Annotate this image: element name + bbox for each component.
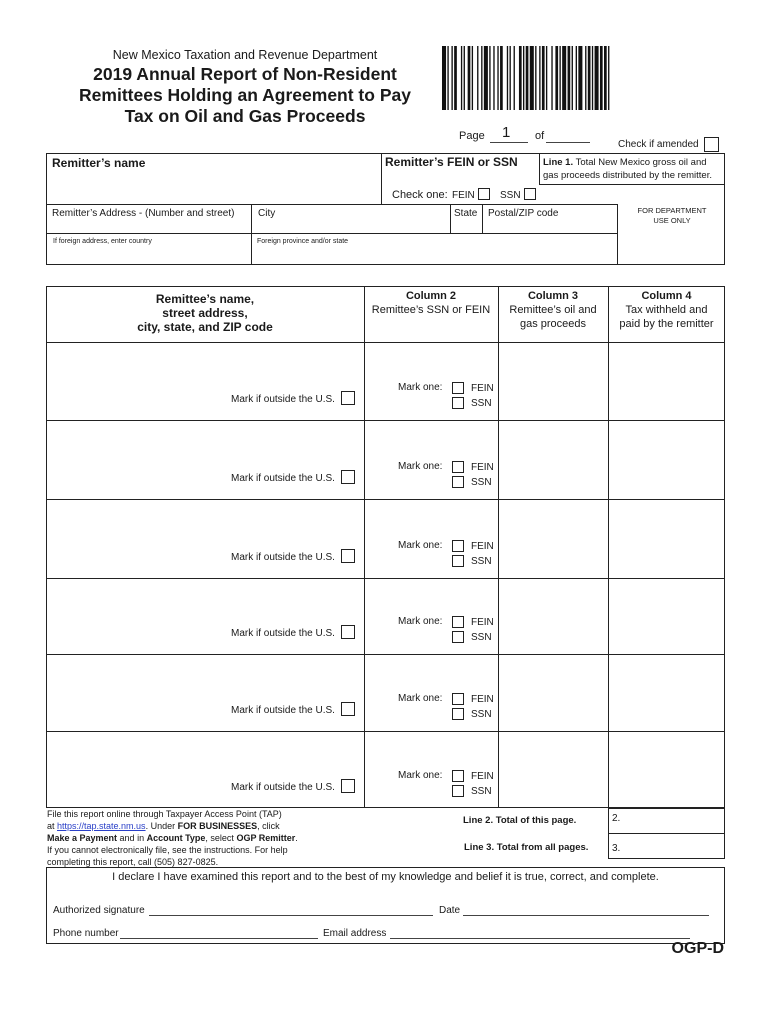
check-if-amended-label: Check if amended: [618, 139, 699, 150]
remittee-tax-withheld-field[interactable]: [609, 501, 724, 576]
remitter-ssn-label: SSN: [500, 190, 521, 201]
barcode-bar: [578, 46, 582, 110]
barcode: [442, 46, 722, 110]
remittee-tax-withheld-field[interactable]: [609, 422, 724, 497]
remittee-name-address-field[interactable]: [47, 656, 363, 711]
title-line-3: Tax on Oil and Gas Proceeds: [124, 106, 366, 126]
phone-label: Phone number: [53, 928, 119, 939]
barcode-bar: [497, 46, 498, 110]
date-field[interactable]: [463, 915, 709, 916]
remittee-name-address-field[interactable]: [47, 733, 363, 788]
barcode-bar: [464, 46, 465, 110]
barcode-bar: [523, 46, 524, 110]
barcode-bar: [576, 46, 577, 110]
barcode-bar: [595, 46, 599, 110]
remitter-address-label: Remitter’s Address - (Number and street): [52, 208, 235, 219]
barcode-bar: [585, 46, 586, 110]
line2-amount-field[interactable]: [624, 809, 724, 832]
signature-label: Authorized signature: [53, 905, 145, 916]
mark-one-label: Mark one:: [398, 616, 443, 627]
tap-link[interactable]: https://tap.state.nm.us: [57, 821, 146, 831]
barcode-bar: [535, 46, 536, 110]
barcode-bar: [551, 46, 552, 110]
remittee-fein-checkbox[interactable]: [452, 693, 464, 705]
total-pages-field[interactable]: [546, 142, 590, 143]
remittee-ssn-fein-field[interactable]: [365, 656, 497, 691]
line2-number: 2.: [612, 813, 621, 824]
remittee-ssn-fein-field[interactable]: [365, 501, 497, 538]
line1-amount-field[interactable]: [540, 185, 724, 203]
title-line-1: 2019 Annual Report of Non-Resident: [93, 64, 397, 84]
mark-outside-us-label: Mark if outside the U.S.: [231, 394, 335, 405]
outside-us-checkbox[interactable]: [341, 625, 355, 639]
barcode-bar: [493, 46, 494, 110]
barcode-bar: [604, 46, 607, 110]
remittee-fein-checkbox[interactable]: [452, 770, 464, 782]
mark-outside-us-label: Mark if outside the U.S.: [231, 782, 335, 793]
remittee-tax-withheld-field[interactable]: [609, 580, 724, 652]
barcode-bar: [519, 46, 522, 110]
declaration-text: I declare I have examined this report and to the best of my knowledge and belief it is true, correct, and complete.: [112, 871, 659, 883]
signature-field[interactable]: [149, 915, 433, 916]
remittee-name-address-field[interactable]: [47, 344, 363, 400]
mark-outside-us-label: Mark if outside the U.S.: [231, 705, 335, 716]
remittee-fein-checkbox[interactable]: [452, 461, 464, 473]
mark-one-label: Mark one:: [398, 461, 443, 472]
remitter-fein-checkbox[interactable]: [478, 188, 490, 200]
remittee-ssn-fein-field[interactable]: [365, 344, 497, 380]
barcode-bar: [542, 46, 545, 110]
remittee-tax-withheld-field[interactable]: [609, 733, 724, 806]
mark-outside-us-label: Mark if outside the U.S.: [231, 628, 335, 639]
barcode-bar: [489, 46, 490, 110]
mark-one-label: Mark one:: [398, 382, 443, 393]
remittee-fein-label: FEIN: [471, 541, 494, 552]
remittee-ssn-label: SSN: [471, 786, 492, 797]
mark-outside-us-label: Mark if outside the U.S.: [231, 473, 335, 484]
line3-label: Line 3. Total from all pages.: [464, 842, 589, 853]
remittee-ssn-label: SSN: [471, 709, 492, 720]
remittee-fein-label: FEIN: [471, 383, 494, 394]
phone-field[interactable]: [120, 938, 318, 939]
barcode-bar: [461, 46, 462, 110]
remittee-fein-label: FEIN: [471, 617, 494, 628]
barcode-bar: [447, 46, 448, 110]
department-name: New Mexico Taxation and Revenue Department: [112, 48, 378, 62]
remittee-ssn-label: SSN: [471, 398, 492, 409]
remitter-fein-ssn-label: Remitter’s FEIN or SSN: [385, 155, 518, 169]
column3-header: Column 3 Remittee’s oil and gas proceeds: [509, 290, 597, 330]
state-label: State: [454, 208, 478, 219]
barcode-bar: [608, 46, 609, 110]
remittee-proceeds-field[interactable]: [499, 344, 607, 418]
barcode-bar: [562, 46, 566, 110]
remittee-ssn-checkbox[interactable]: [452, 476, 464, 488]
barcode-bar: [568, 46, 571, 110]
remittee-tax-withheld-field[interactable]: [609, 344, 724, 418]
outside-us-checkbox[interactable]: [341, 702, 355, 716]
foreign-country-label: If foreign address, enter country: [53, 238, 152, 245]
line1-label: Line 1. Total New Mexico gross oil and gas proceeds distributed by the remitter.: [543, 157, 712, 181]
barcode-bar: [555, 46, 558, 110]
mark-one-label: Mark one:: [398, 770, 443, 781]
remittee-ssn-checkbox[interactable]: [452, 397, 464, 409]
email-field[interactable]: [390, 938, 690, 939]
barcode-bar: [592, 46, 593, 110]
remittee-fein-checkbox[interactable]: [452, 616, 464, 628]
check-one-label: Check one:: [392, 189, 448, 201]
column1-header: Remittee’s name, street address, city, state, and ZIP code: [137, 292, 273, 334]
remittee-proceeds-field[interactable]: [499, 656, 607, 729]
mark-outside-us-label: Mark if outside the U.S.: [231, 552, 335, 563]
remittee-ssn-label: SSN: [471, 632, 492, 643]
barcode-bar: [530, 46, 534, 110]
barcode-bar: [481, 46, 482, 110]
barcode-bar: [526, 46, 529, 110]
remittee-ssn-label: SSN: [471, 477, 492, 488]
outside-us-checkbox[interactable]: [341, 779, 355, 793]
city-label: City: [258, 208, 276, 219]
remittee-tax-withheld-field[interactable]: [609, 656, 724, 729]
page-number[interactable]: 1: [502, 124, 511, 141]
remittee-name-address-field[interactable]: [47, 580, 363, 634]
remitter-fein-label: FEIN: [452, 190, 475, 201]
column4-header: Column 4 Tax withheld and paid by the remitter: [619, 290, 714, 330]
remitter-ssn-checkbox[interactable]: [524, 188, 536, 200]
barcode-bar: [442, 46, 446, 110]
barcode-bar: [572, 46, 573, 110]
outside-us-checkbox[interactable]: [341, 391, 355, 405]
remitter-name-label: Remitter’s name: [52, 156, 146, 170]
remittee-ssn-checkbox[interactable]: [452, 785, 464, 797]
remittee-name-address-field[interactable]: [47, 501, 363, 558]
of-label: of: [535, 130, 545, 142]
line3-amount-field[interactable]: [624, 835, 724, 858]
mark-one-label: Mark one:: [398, 540, 443, 551]
column2-header: Column 2 Remittee’s SSN or FEIN: [371, 290, 491, 316]
remittee-ssn-fein-field[interactable]: [365, 733, 497, 768]
page-label: Page: [459, 130, 485, 142]
barcode-bar: [559, 46, 560, 110]
barcode-bar: [600, 46, 603, 110]
remittee-fein-label: FEIN: [471, 694, 494, 705]
file-online-instructions: File this report online through Taxpayer Access Point (TAP) at https://tap.state.nm.us. Under FOR BUSINESSES, click Make a Payment and in Account Type, select OGP Remitter. If you cannot electronically file, see the instructions. For help completing this report, call (505) 827-0825.: [47, 809, 298, 867]
barcode-bar: [454, 46, 457, 110]
barcode-bar: [546, 46, 547, 110]
remittee-ssn-fein-field[interactable]: [365, 422, 497, 459]
remittee-proceeds-field[interactable]: [499, 501, 607, 576]
barcode-bar: [477, 46, 478, 110]
barcode-bar: [451, 46, 452, 110]
department-use-only: FOR DEPARTMENT USE ONLY: [637, 206, 707, 225]
remittee-proceeds-field[interactable]: [499, 422, 607, 497]
remittee-ssn-label: SSN: [471, 556, 492, 567]
foreign-province-label: Foreign province and/or state: [257, 238, 349, 245]
line2-label: Line 2. Total of this page.: [463, 815, 577, 826]
remittee-ssn-fein-field[interactable]: [365, 580, 497, 614]
line3-number: 3.: [612, 843, 621, 854]
form-title: [40, 64, 450, 127]
barcode-bar: [539, 46, 540, 110]
remittee-ssn-checkbox[interactable]: [452, 708, 464, 720]
title-line-2: Remittees Holding an Agreement to Pay: [79, 85, 411, 105]
remittee-proceeds-field[interactable]: [499, 580, 607, 652]
email-label: Email address: [323, 928, 387, 939]
remittee-name-address-field[interactable]: [47, 422, 363, 479]
remitter-name-field[interactable]: [47, 172, 379, 202]
remittee-fein-checkbox[interactable]: [452, 382, 464, 394]
zip-label: Postal/ZIP code: [488, 208, 559, 219]
barcode-bar: [472, 46, 473, 110]
barcode-bar: [468, 46, 471, 110]
barcode-bar: [507, 46, 508, 110]
barcode-bar: [510, 46, 511, 110]
barcode-bar: [500, 46, 503, 110]
form-id: OGP-D: [671, 940, 724, 957]
mark-one-label: Mark one:: [398, 693, 443, 704]
date-label: Date: [439, 905, 461, 916]
barcode-bar: [514, 46, 515, 110]
remittee-ssn-checkbox[interactable]: [452, 631, 464, 643]
outside-us-checkbox[interactable]: [341, 470, 355, 484]
outside-us-checkbox[interactable]: [341, 549, 355, 563]
amended-checkbox[interactable]: [704, 137, 719, 152]
barcode-bar: [588, 46, 591, 110]
remittee-fein-label: FEIN: [471, 771, 494, 782]
remittee-fein-label: FEIN: [471, 462, 494, 473]
barcode-bar: [484, 46, 488, 110]
remittee-proceeds-field[interactable]: [499, 733, 607, 806]
remittee-fein-checkbox[interactable]: [452, 540, 464, 552]
remittee-ssn-checkbox[interactable]: [452, 555, 464, 567]
